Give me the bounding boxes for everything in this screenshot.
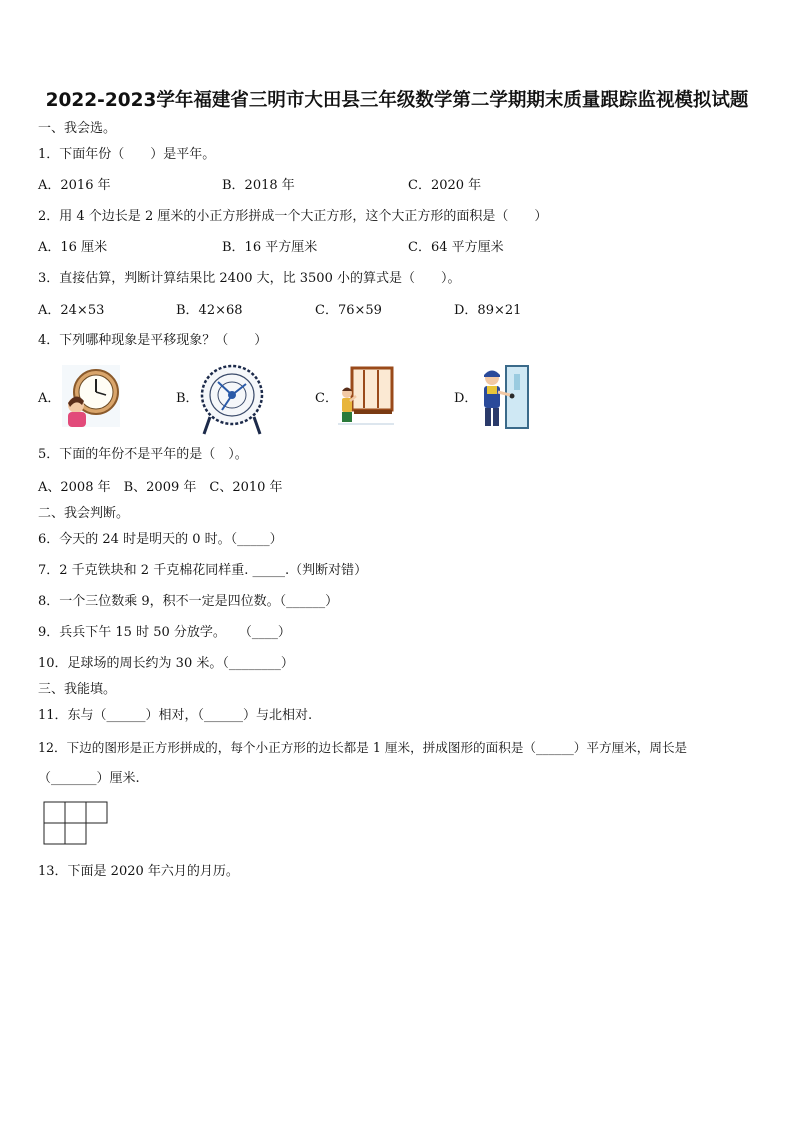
question-2: 2．用 4 个边长是 2 厘米的小正方形拼成一个大正方形，这个大正方形的面积是（ ） bbox=[38, 209, 548, 224]
q2-option-b: B．16 平方厘米 bbox=[222, 240, 318, 255]
q2-option-a: A．16 厘米 bbox=[38, 240, 108, 255]
question-10: 10．足球场的周长约为 30 米。（________） bbox=[38, 656, 294, 671]
q5-options: A、2008 年 B、2009 年 C、2010 年 bbox=[38, 480, 283, 495]
section-2-heading: 二、我会判断。 bbox=[38, 506, 130, 521]
q1-option-c: C．2020 年 bbox=[408, 178, 482, 193]
q3-option-a: A．24×53 bbox=[38, 303, 105, 318]
q3-option-c: C．76×59 bbox=[315, 303, 382, 318]
question-11: 11．东与（______）相对，（______）与北相对. bbox=[38, 708, 313, 723]
question-8: 8．一个三位数乘 9，积不一定是四位数。（______） bbox=[38, 594, 339, 609]
question-9: 9．兵兵下午 15 时 50 分放学。 （____） bbox=[38, 625, 291, 640]
q4-option-d: D． bbox=[454, 391, 478, 406]
door-handle-man-image bbox=[476, 364, 530, 430]
clock-child-image bbox=[62, 365, 120, 427]
section-1-heading: 一、我会选。 bbox=[38, 121, 117, 136]
q4-option-c: C． bbox=[315, 391, 338, 406]
q1-option-b: B．2018 年 bbox=[222, 178, 295, 193]
question-12-continued: （_______）厘米. bbox=[38, 771, 140, 786]
q4-option-a: A． bbox=[38, 391, 61, 406]
page-title: 2022-2023学年福建省三明市大田县三年级数学第二学期期末质量跟踪监视模拟试题 bbox=[45, 90, 749, 111]
q3-option-d: D．89×21 bbox=[454, 303, 522, 318]
question-1: 1．下面年份（ ）是平年。 bbox=[38, 147, 216, 162]
fan-image bbox=[196, 362, 268, 436]
square-figure bbox=[43, 801, 109, 847]
q2-option-c: C．64 平方厘米 bbox=[408, 240, 504, 255]
question-4: 4．下列哪种现象是平移现象？（ ） bbox=[38, 333, 268, 348]
question-13: 13．下面是 2020 年六月的月历。 bbox=[38, 864, 239, 879]
question-6: 6．今天的 24 时是明天的 0 时。（_____） bbox=[38, 532, 283, 547]
question-12: 12．下边的图形是正方形拼成的，每个小正方形的边长都是 1 厘米，拼成图形的面积是（______）平方厘米，周长是 bbox=[38, 740, 688, 755]
question-3: 3．直接估算，判断计算结果比 2400 大，比 3500 小的算式是（ ）。 bbox=[38, 271, 461, 286]
q1-option-a: A．2016 年 bbox=[38, 178, 111, 193]
q4-option-b: B． bbox=[176, 391, 199, 406]
q3-option-b: B．42×68 bbox=[176, 303, 243, 318]
question-5: 5．下面的年份不是平年的是（ ）。 bbox=[38, 447, 248, 462]
question-7: 7．2 千克铁块和 2 千克棉花同样重. _____.（判断对错） bbox=[38, 563, 368, 578]
section-3-heading: 三、我能填。 bbox=[38, 682, 117, 697]
sliding-window-image bbox=[338, 366, 394, 426]
